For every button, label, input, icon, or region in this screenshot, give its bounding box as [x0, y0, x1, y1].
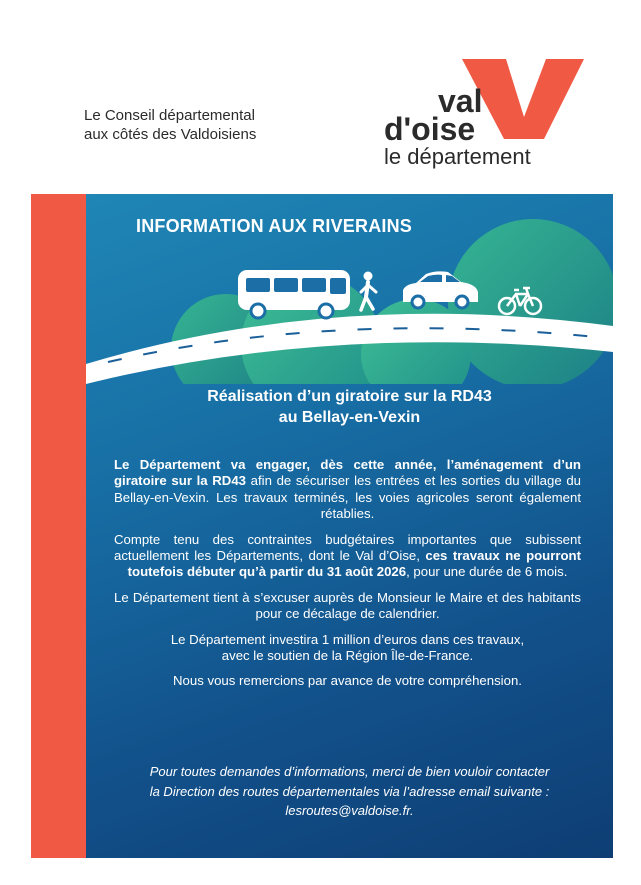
paragraph-1 — [114, 457, 581, 523]
footer-line-2: la Direction des routes départementales via l’adresse email suivante : — [149, 783, 550, 799]
paragraph-2-bold: ces travaux ne pourront toutefois débuter qu’à partir du 31 août 2026 — [127, 548, 582, 580]
project-title-line-2: au Bellay-en-Vexin — [278, 409, 421, 426]
contact-footer — [86, 762, 613, 821]
logo-line-1: val — [438, 83, 483, 119]
red-side-band — [31, 194, 86, 858]
tagline — [84, 106, 256, 144]
paragraph-2-end: , pour une durée de 6 mois. — [406, 564, 568, 580]
tagline-line-2: aux côtés des Valdoisiens — [84, 126, 257, 143]
footer-line-1: Pour toutes demandes d’informations, merci de bien vouloir contacter — [149, 764, 550, 779]
paragraph-2-start: Compte tenu des contraintes budgétaires importantes que subissent actuellement les Départements, dont le Val d’Oise, — [114, 531, 581, 564]
val-doise-logo — [380, 55, 590, 175]
project-title — [86, 386, 613, 428]
paragraph-4 — [114, 632, 581, 665]
notice-body — [114, 457, 581, 699]
logo-line-2: d'oise — [384, 111, 476, 147]
paragraph-3: Le Département tient à s’excuser auprès de Monsieur le Maire et des habitants pour ce décalage de calendrier. — [114, 589, 581, 622]
paragraph-1-bold: Le Département va engager, dès cette année, l’aménagement d’un giratoire sur la RD43 — [114, 457, 581, 489]
paragraph-1-rest: afin de sécuriser les entrées et les sorties du village du Bellay-en-Vexin. Les travaux terminés, les voies agricoles seront également rétablies. — [114, 473, 581, 522]
paragraph-4-line-2: avec le soutien de la Région Île-de-France. — [221, 648, 474, 664]
logo-line-3: le département — [384, 144, 531, 169]
paragraph-4-line-1: Le Département investira 1 million d’euros dans ces travaux, — [170, 631, 525, 647]
project-title-line-1: Réalisation d’un giratoire sur la RD43 — [207, 388, 492, 405]
tagline-line-1: Le Conseil départemental — [84, 107, 255, 124]
paragraph-5: Nous vous remercions par avance de votre compréhension. — [173, 673, 522, 689]
panel-heading: INFORMATION AUX RIVERAINS — [136, 216, 413, 236]
contact-email-link[interactable]: lesroutes@valdoise.fr. — [285, 803, 414, 818]
pedestrian-icon — [361, 272, 376, 311]
paragraph-2 — [114, 532, 581, 581]
info-panel — [86, 194, 613, 858]
